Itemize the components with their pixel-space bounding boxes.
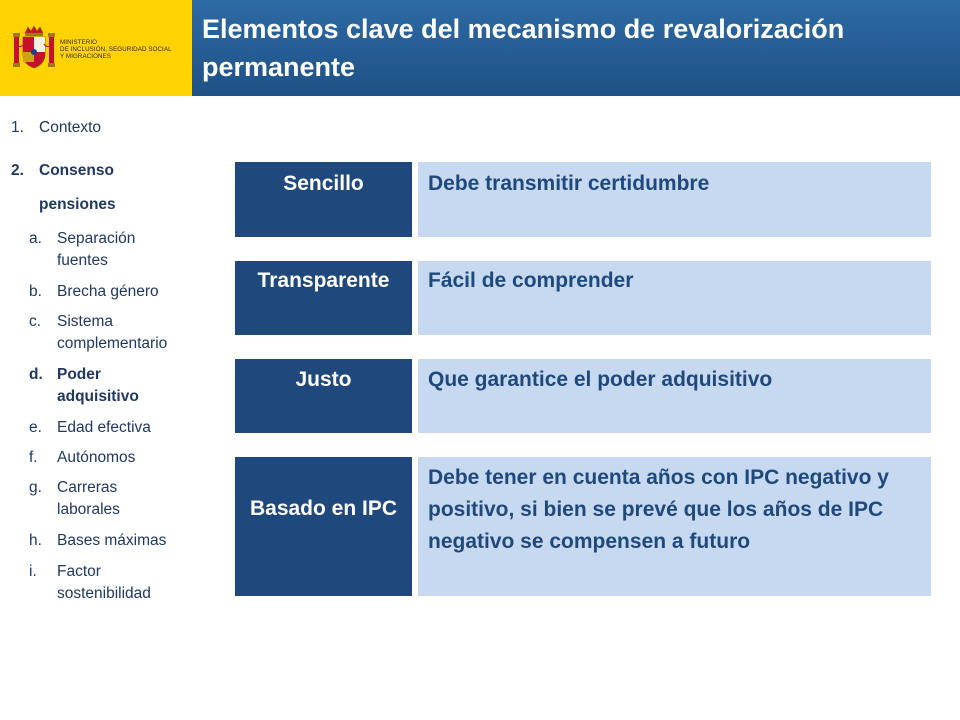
row-label: Sencillo xyxy=(235,162,412,237)
row-label: Basado en IPC xyxy=(235,457,412,596)
row-description: Fácil de comprender xyxy=(418,261,931,335)
row-description: Debe tener en cuenta años con IPC negativo y positivo, si bien se prevé que los años de IPC negativo se compensen a futuro xyxy=(418,457,931,596)
page-title: Elementos clave del mecanismo de revalorización permanente xyxy=(202,14,845,82)
row-label: Justo xyxy=(235,359,412,433)
table-row xyxy=(235,457,931,596)
row-description: Debe transmitir certidumbre xyxy=(418,162,931,237)
ministry-name: MINISTERIO DE INCLUSIÓN, SEGURIDAD SOCIAL Y MIGRACIONES xyxy=(60,39,172,61)
table-row xyxy=(235,359,931,433)
row-description: Que garantice el poder adquisitivo xyxy=(418,359,931,433)
table-row xyxy=(235,162,931,237)
agenda-sidebar: 1. Contexto 2. Consenso pensiones a. Separación fuentes b. Brecha género c. Sistema complementario d. Poder adquisitivo e. Edad efectiva f. Autónomos g. Carreras laborales h. Bases máximas i. Factor sostenibilidad xyxy=(11,119,168,602)
table-row xyxy=(235,261,931,335)
title-bar xyxy=(192,0,960,96)
row-label: Transparente xyxy=(235,261,412,335)
